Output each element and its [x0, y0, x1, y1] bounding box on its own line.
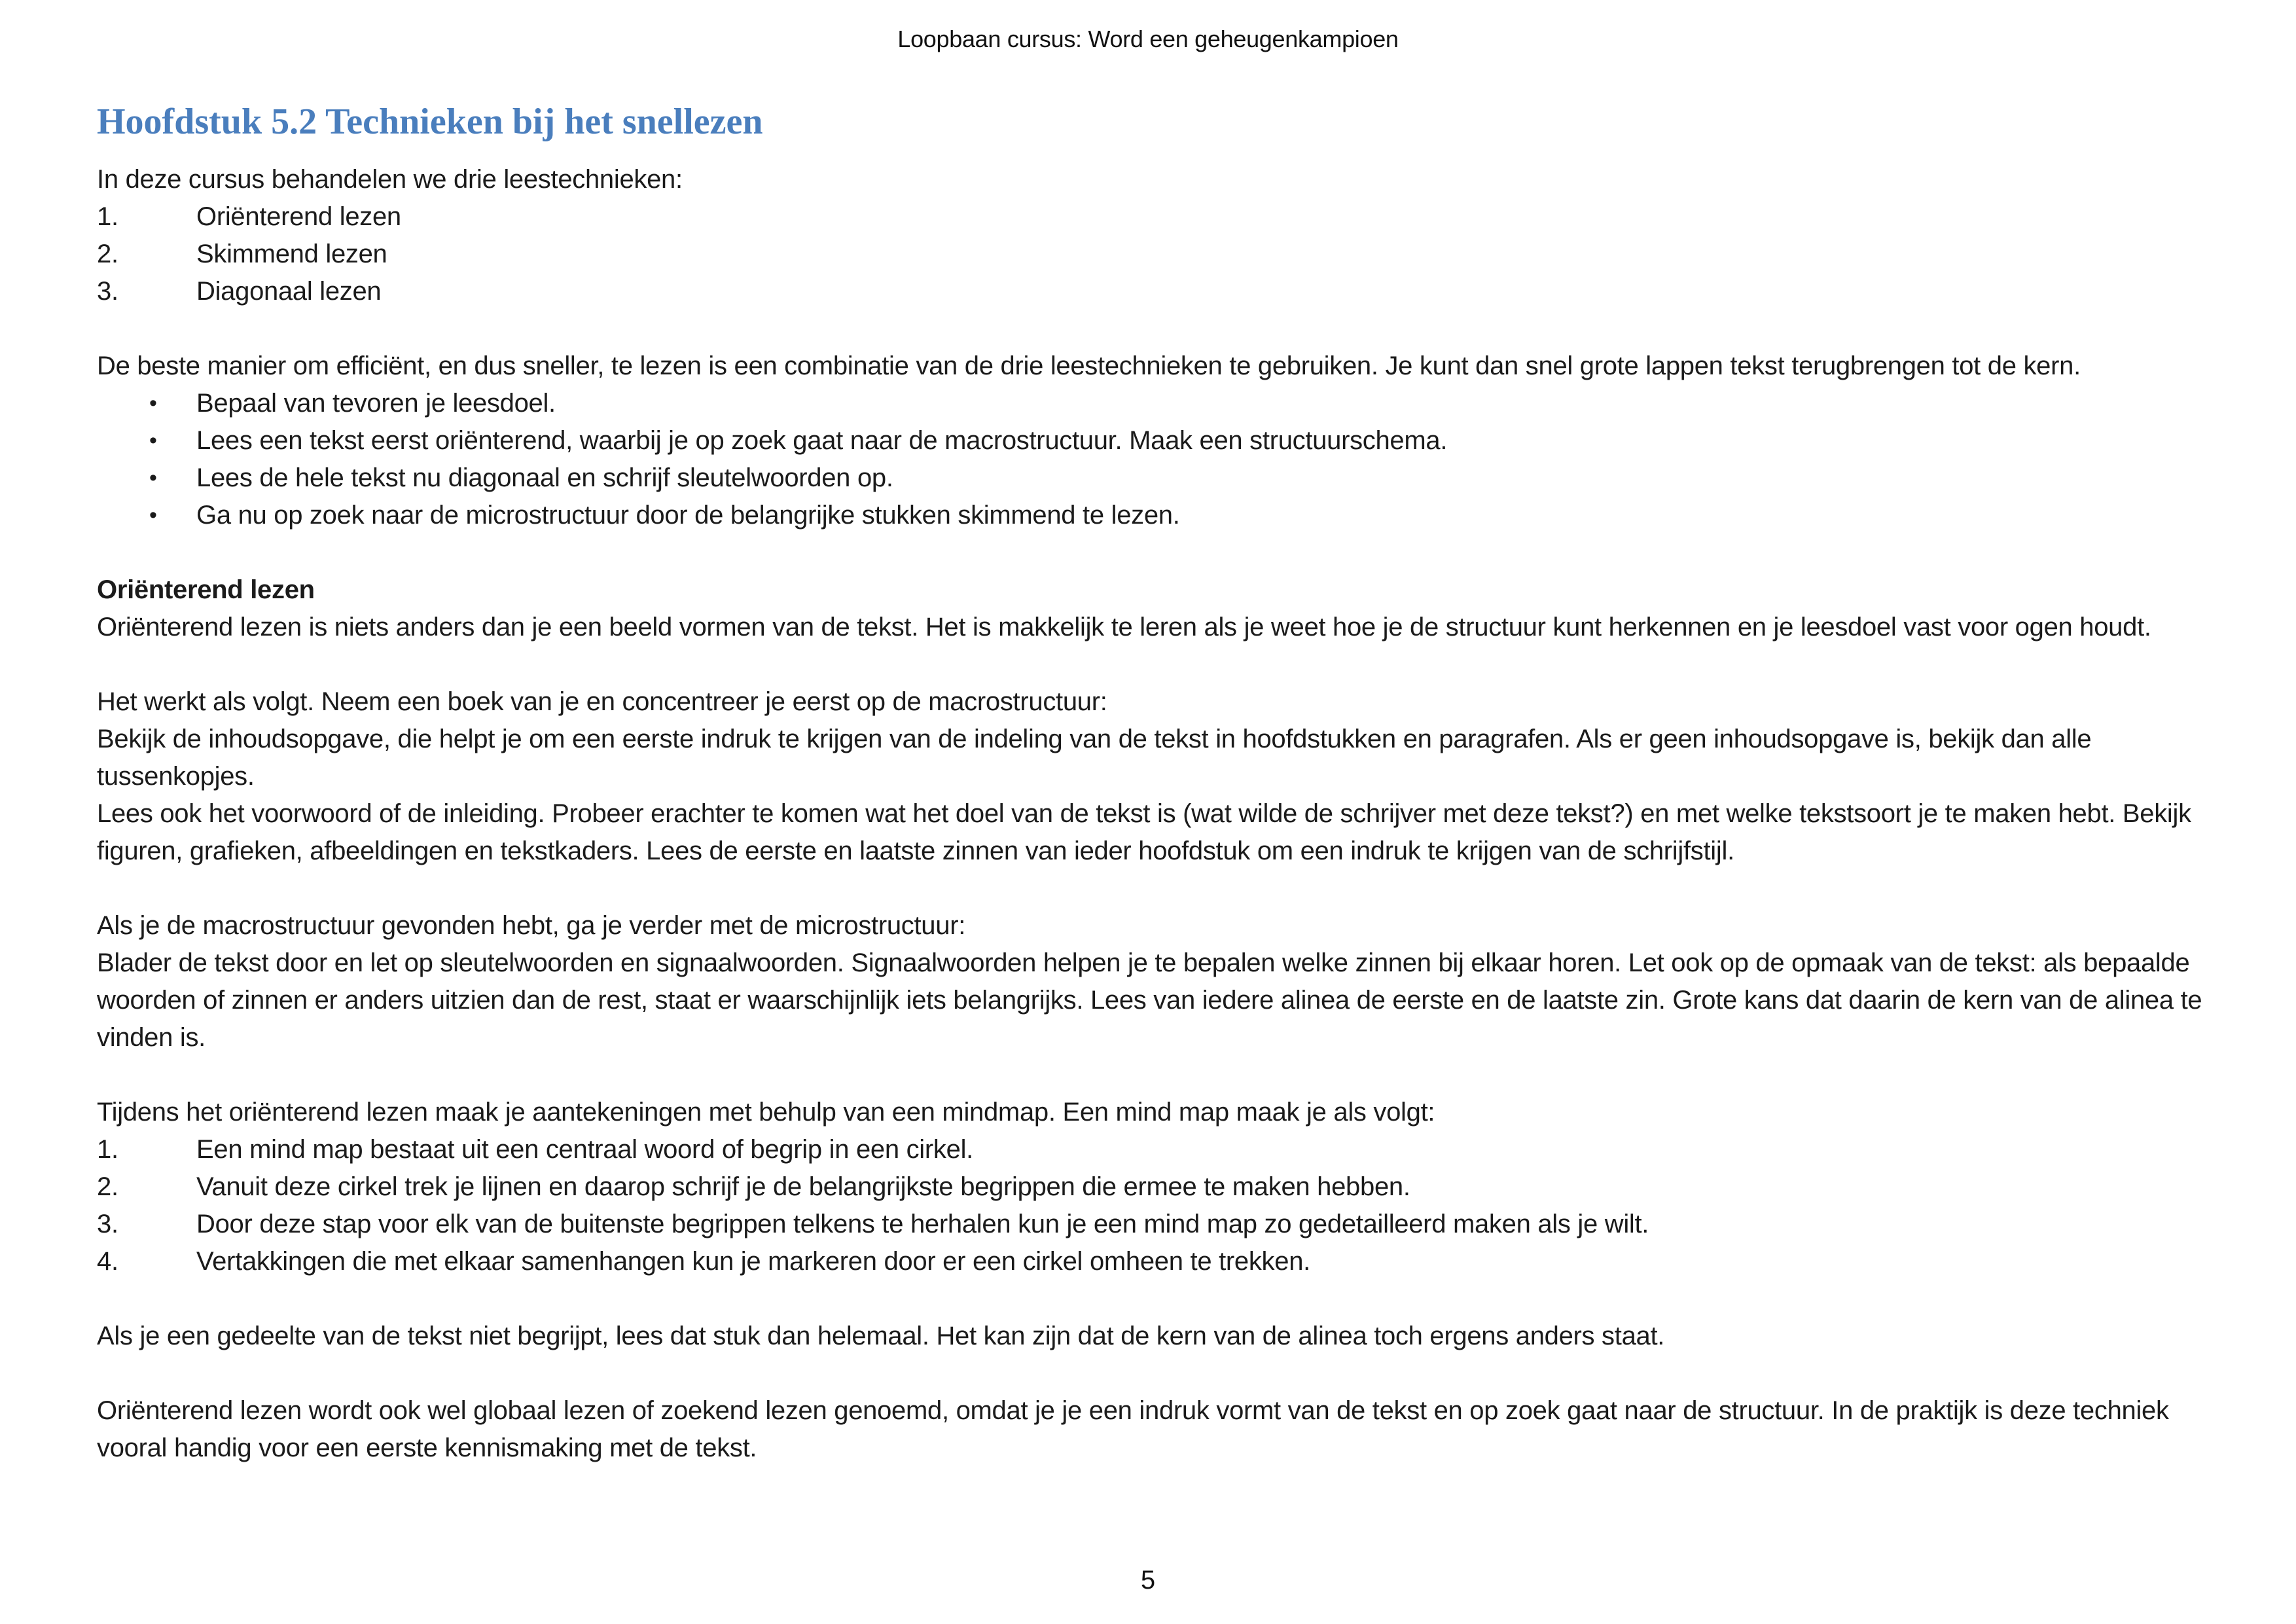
list-number: 1.	[97, 1135, 118, 1164]
blank-line	[97, 646, 2217, 683]
section-intro-paragraph: Oriënterend lezen is niets anders dan je een beeld vormen van de tekst. Het is makkelijk te leren als je weet hoe je de structuur kunt herkennen en je leesdoel vast voor ogen houdt.	[97, 613, 2151, 641]
combine-paragraph: De beste manier om efficiënt, en dus sneller, te lezen is een combinatie van de drie leestechnieken te gebruiken. Je kunt dan snel grote lappen tekst terugbrengen tot de kern.	[97, 352, 2081, 380]
bullet-item	[97, 460, 2217, 497]
section-title: Oriënterend lezen	[97, 575, 315, 604]
werkwijze-paragraph-2: Bekijk de inhoudsopgave, die helpt je om een eerste indruk te krijgen van de indeling van de tekst in hoofdstukken en paragrafen. Als er geen inhoudsopgave is, bekijk dan alle tussenkopjes.	[97, 725, 2092, 791]
werkwijze-paragraph-1: Het werkt als volgt. Neem een boek van je en concentreer je eerst op de macrostructuur:	[97, 687, 1107, 716]
list-item-label: Door deze stap voor elk van de buitenste begrippen telkens te herhalen kun je een mind map zo gedetailleerd maken als je wilt.	[196, 1210, 1649, 1238]
bullet-item-label: Lees een tekst eerst oriënterend, waarbij je op zoek gaat naar de macrostructuur. Maak een structuurschema.	[196, 426, 1448, 455]
blank-line	[97, 310, 2217, 348]
bullet-item	[97, 422, 2217, 460]
list-number: 3.	[97, 1210, 118, 1238]
blank-line	[97, 1280, 2217, 1318]
herlezen-paragraph: Als je een gedeelte van de tekst niet begrijpt, lees dat stuk dan helemaal. Het kan zijn dat de kern van de alinea toch ergens anders staat.	[97, 1322, 1665, 1350]
bullet-item-label: Lees de hele tekst nu diagonaal en schrijf sleutelwoorden op.	[196, 463, 893, 492]
list-item-label: Skimmend lezen	[196, 240, 387, 268]
list-item-label: Vertakkingen die met elkaar samenhangen kun je markeren door er een cirkel omheen te trekken.	[196, 1247, 1310, 1276]
blank-line	[97, 534, 2217, 571]
list-item	[97, 198, 2217, 236]
bullet-icon: •	[149, 428, 157, 453]
bullet-icon: •	[149, 503, 157, 528]
page-number: 5	[1140, 1566, 1156, 1595]
mindmap-intro-paragraph: Tijdens het oriënterend lezen maak je aantekeningen met behulp van een mindmap. Een mind map maak je als volgt:	[97, 1098, 1435, 1127]
list-item	[97, 1243, 2217, 1280]
list-item-label: Diagonaal lezen	[196, 277, 382, 306]
blank-line	[97, 1355, 2217, 1392]
list-number: 4.	[97, 1247, 118, 1276]
chapter-title: Hoofdstuk 5.2 Technieken bij het snellezen	[97, 101, 763, 142]
blank-line	[97, 870, 2217, 907]
list-item	[97, 1206, 2217, 1243]
bullet-item-label: Bepaal van tevoren je leesdoel.	[196, 389, 556, 418]
list-item	[97, 273, 2217, 310]
bullet-icon: •	[149, 465, 157, 490]
werkwijze-paragraph-3: Lees ook het voorwoord of de inleiding. Probeer erachter te komen wat het doel van de tekst is (wat wilde de schrijver met deze tekst?) en met welke tekstsoort je te maken hebt. Bekijk figuren, grafieken, afbeeldingen en tekstkaders. Lees de eerste en laatste zinnen van ieder hoofdstuk om een indruk te krijgen van de schrijfstijl.	[97, 799, 2191, 865]
list-number: 1.	[97, 202, 118, 231]
bullet-item-label: Ga nu op zoek naar de microstructuur door de belangrijke stukken skimmend te lezen.	[196, 501, 1180, 530]
list-number: 2.	[97, 240, 118, 268]
slot-paragraph: Oriënterend lezen wordt ook wel globaal lezen of zoekend lezen genoemd, omdat je je een indruk vormt van de tekst en op zoek gaat naar de structuur. In de praktijk is deze techniek vooral handig voor een eerste kennismaking met de tekst.	[97, 1396, 2169, 1462]
bullet-item	[97, 385, 2217, 422]
list-item	[97, 1168, 2217, 1206]
micro-paragraph-2: Blader de tekst door en let op sleutelwoorden en signaalwoorden. Signaalwoorden helpen je te bepalen welke zinnen bij elkaar horen. Let ook op de opmaak van de tekst: als bepaalde woorden of zinnen er anders uitzien dan de rest, staat er waarschijnlijk iets belangrijks. Lees van iedere alinea de eerste en de laatste zin. Grote kans dat daarin de kern van de alinea te vinden is.	[97, 948, 2202, 1052]
list-item	[97, 1131, 2217, 1168]
body-text	[97, 161, 2217, 1467]
list-item	[97, 236, 2217, 273]
list-number: 3.	[97, 277, 118, 306]
list-item-label: Oriënterend lezen	[196, 202, 401, 231]
list-item-label: Een mind map bestaat uit een centraal woord of begrip in een cirkel.	[196, 1135, 973, 1164]
bullet-item	[97, 497, 2217, 534]
list-item-label: Vanuit deze cirkel trek je lijnen en daarop schrijf je de belangrijkste begrippen die ermee te maken hebben.	[196, 1172, 1410, 1201]
intro-paragraph: In deze cursus behandelen we drie leestechnieken:	[97, 165, 683, 194]
running-header: Loopbaan cursus: Word een geheugenkampioen	[897, 26, 1399, 52]
micro-paragraph-1: Als je de macrostructuur gevonden hebt, ga je verder met de microstructuur:	[97, 911, 966, 940]
document-content	[97, 99, 2217, 1467]
list-number: 2.	[97, 1172, 118, 1201]
blank-line	[97, 1056, 2217, 1094]
bullet-icon: •	[149, 391, 157, 416]
